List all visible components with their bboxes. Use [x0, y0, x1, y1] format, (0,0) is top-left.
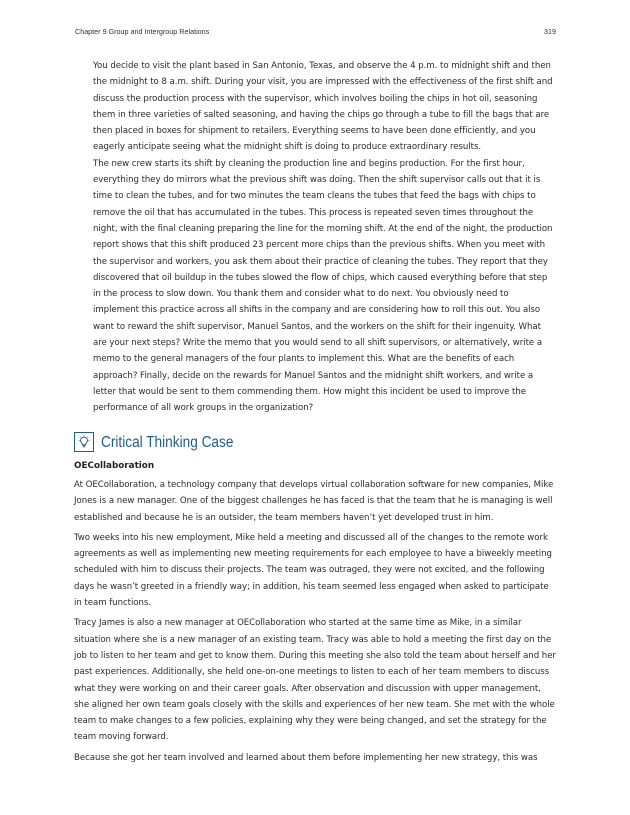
section-heading — [74, 429, 556, 455]
case-paragraph: Because she got her team involved and learned about them before implementing her new strategy, this was — [74, 752, 538, 763]
case-paragraph: Two weeks into his new employment, Mike held a meeting and discussed all of the changes to the remote work agreements as well as implementing new meeting requirements for each employee to have a biweekly meeting scheduled with him to discuss their projects. The team was outraged, they were not excited, and the following days he wasn’t greeted in a friendly way; in addition, his team seemed less engaged when asked to participate in team functions. — [74, 532, 552, 609]
exercise-paragraph: The new crew starts its shift by cleaning the production line and begins production. For the first hour, everything they do mirrors what the previous shift was doing. Then the shift supervisor calls out that it is time to clean the tubes, and for two minutes the team cleans the tubes that feed the bags with chips to remove the oil that has accumulated in the tubes. This process is repeated seven times throughout the night, with the final cleaning preparing the line for the morning shift. At the end of the night, the production report shows that this shift produced 23 percent more chips than the previous shifts. When you meet with the supervisor and workers, you ask them about their practice of cleaning the tubes. They report that they discovered that oil buildup in the tubes slowed the flow of chips, which caused everything before that step in the process to slow down. You thank them and consider what to do next. You obviously need to implement this practice across all shifts in the company and are considering how to roll this out. You also want to reward the shift supervisor, Manuel Santos, and the workers on the shift for their ingenuity. What are your next steps? Write the memo that you would send to all shift supervisors, or alternatively, write a memo to the general managers of the four plants to implement this. What are the benefits of each approach? Finally, decide on the rewards for Manuel Santos and the midnight shift workers, and write a letter that would be sent to them commending them. How might this incident be used to improve the performance of all work groups in the organization? — [93, 158, 553, 414]
case-title: OECollaboration — [74, 461, 155, 471]
section-title: Critical Thinking Case — [101, 434, 234, 451]
critical-thinking-section — [74, 429, 556, 766]
continued-exercise — [93, 58, 553, 417]
running-header — [75, 27, 556, 36]
exercise-paragraph: You decide to visit the plant based in San Antonio, Texas, and observe the 4 p.m. to midnight shift and then the midnight to 8 a.m. shift. During your visit, you are impressed with the effectiveness of the first shift and discuss the production process with the supervisor, which involves boiling the chips in hot oil, seasoning them in three varieties of salted seasoning, and having the chips go through a tube to fill the bags that are then placed in boxes for shipment to retailers. Everything seems to have been done efficiently, and you eagerly anticipate seeing what the midnight shift is doing to produce extraordinary results. — [93, 61, 553, 153]
case-paragraph: At OECollaboration, a technology company that develops virtual collaboration software for new companies, Mike Jones is a new manager. One of the biggest challenges he has faced is that the team that he is managing is well established and because he is an outsider, the team members haven’t yet developed trust in him. — [74, 480, 554, 523]
lightbulb-icon — [74, 432, 94, 452]
page-number: 319 — [544, 27, 556, 36]
case-paragraph: Tracy James is also a new manager at OECollaboration who started at the same time as Mike, in a similar situation where she is a new manager of an existing team. Tracy was able to hold a meeting the first day on the job to listen to her team and get to know them. During this meeting she also told the team about herself and her past experiences. Additionally, she held one-on-one meetings to listen to each of her team members to discuss what they were working on and their career goals. After observation and discussion with upper management, she aligned her own team goals closely with the skills and experiences of her new team. She met with the whole team to make changes to a few policies, explaining why they were being changed, and set the strategy for the team moving forward. — [74, 618, 556, 743]
chapter-title: Chapter 9 Group and Intergroup Relations — [75, 27, 210, 36]
